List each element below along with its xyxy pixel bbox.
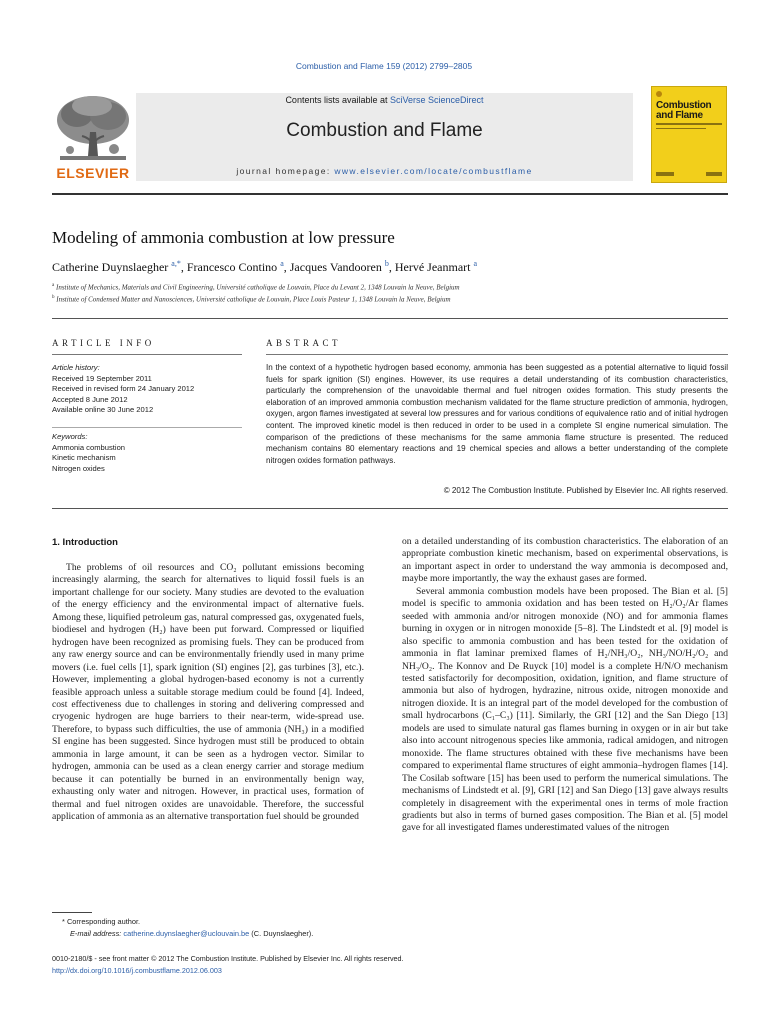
cover-rule <box>656 128 706 129</box>
history-label: Article history: <box>52 363 100 372</box>
homepage-prefix: journal homepage: <box>236 166 335 176</box>
contents-prefix: Contents lists available at <box>285 95 390 105</box>
header-rule <box>52 193 728 195</box>
author-list: Catherine Duynslaegher $^{a,*}$, Francesco Contino $^a$, Jacques Vandooren $^b$, Hervé Jeanmart $^a$ <box>52 259 478 274</box>
section-heading-introduction: 1. Introduction <box>52 537 118 548</box>
affiliation-a <box>52 283 460 291</box>
cover-emblem-icon <box>655 90 663 98</box>
history-online: Available online 30 June 2012 <box>52 405 154 414</box>
email-suffix: (C. Duynslaegher). <box>249 929 314 938</box>
doi-link[interactable]: http://dx.doi.org/10.1016/j.combustflame.2012.06.003 <box>52 966 222 975</box>
sciencedirect-link[interactable]: SciVerse ScienceDirect <box>390 95 484 105</box>
footnote-rule <box>52 912 92 913</box>
body-left-column <box>52 562 364 824</box>
abstract-copyright: © 2012 The Combustion Institute. Published by Elsevier Inc. All rights reserved. <box>443 486 728 495</box>
author-name[interactable]: Hervé Jeanmart <box>394 260 471 274</box>
affiliation-rule <box>52 318 728 319</box>
author-affiliation-mark[interactable]: a <box>473 259 478 268</box>
body-right-column <box>402 536 728 835</box>
keywords-block <box>52 432 242 474</box>
cover-title-line1: Combustion <box>656 100 712 111</box>
article-history <box>52 363 242 416</box>
abstract-heading: ABSTRACT <box>266 338 342 348</box>
author-name[interactable]: Francesco Contino <box>186 260 278 274</box>
keyword: Ammonia combustion <box>52 442 126 452</box>
article-title: Modeling of ammonia combustion at low pressure <box>52 228 395 247</box>
footnote-corresponding: Corresponding author. <box>66 917 141 926</box>
body-paragraph: Several ammonia combustion models have been proposed. The Bian et al. [5] model is specific to ammonia oxidation and has been tested on H₂/O₂/Ar flames seeded with ammonia and/or nitrogen monoxide (NO) and for ammonia flames burning in oxygen or in nitrogen monoxide [5–8]. The Lindstedt et al. [9] model is also specific to ammonia combustion and has been tested for the oxidation of ammonia in flat laminar premixed flames of H₂/NH₃/O₂, NH₃/NO/H₂/O₂ and NH₃/O₂. The Konnov and De Ruyck [10] model is a complete H/N/O mechanism tested satisfactorily for decomposition, oxidation, ignition, and flame structure of ammonia but also of hydrogen, hydrazine, nitrous oxide, nitrogen monoxide and nitrogen dioxide. It is an integral part of the model developed for the combustion of small hydrocarbons (C₁–C₃) [11]. Similarly, the GRI [12] and the San Diego [13] models are used to simulate natural gas flames burning in oxygen or in air but take also into account nitrogenous species like ammonia, radical amidogen, and nitrogen monoxide. The flame structures obtained with these five mechanisms have been compared to experimental flame structures of eight ammonia–hydrogen flames [14]. The Cosilab software [15] has been used to perform the numerical simulations. The mechanisms of Lindstedt et al. [9], GRI [12] and San Diego [13] gave always results completely in disagreement with the experimental ones in terms of mole fraction gradients but also in terms of burned gases composition. The Bian et al. [5] model gave for all investigated flames underestimated values of the nitrogen <box>402 585 728 834</box>
homepage-link[interactable]: www.elsevier.com/locate/combustflame <box>334 166 533 176</box>
author-name[interactable]: Jacques Vandooren <box>289 260 382 274</box>
author-affiliation-mark[interactable]: a,* <box>171 259 181 268</box>
abstract-rule <box>266 354 728 355</box>
keyword: Kinetic mechanism <box>52 453 116 462</box>
journal-cover-thumbnail[interactable] <box>651 86 727 183</box>
cover-title-line2: and Flame <box>656 110 703 121</box>
author-affiliation-mark[interactable]: b <box>384 259 389 268</box>
cover-logo-mark <box>656 172 674 176</box>
abstract-bottom-rule <box>52 508 728 509</box>
affiliation-text: Institute of Condensed Matter and Nanosciences, Université catholique de Louvain, Place Louis Pasteur 1, 1348 Louvain la Neuve, Belgium <box>56 295 451 304</box>
abstract-text: In the context of a hypothetic hydrogen based economy, ammonia has been suggested as a potential alternative to liquid fossil fuels for spark ignition (SI) engines. However, its use requires a detail understanding of its combustion characteristics, particularly the comprehension of the unavoidable thermal and fuel nitrogen oxides formation. This study presents the elaboration of an improved ammonia combustion mechanism validated for the flame structure prediction of ammonia, hydrogen, oxygen, argon flames investigated at several low pressures and for various conditions of equivalence ratio and of initial hydrogen content. The improved kinetic model is then reduced in order to be used in a complete SI engine numerical simulation. The comparison of the predictions of these mechanisms for the same ammonia flame structure is presented. The reduced mechanism contains 80 elementary reactions and 19 chemical species and allows a better understanding of the complete nitrogen oxides formation pathways. <box>266 363 728 465</box>
elsevier-wordmark[interactable]: ELSEVIER <box>56 165 130 181</box>
doi-line <box>52 966 222 975</box>
affiliation-mark: b <box>52 295 55 300</box>
front-matter-line: 0010-2180/$ - see front matter © 2012 The Combustion Institute. Published by Elsevier Inc. All rights reserved. <box>52 954 404 963</box>
email-note <box>70 929 313 938</box>
journal-homepage <box>136 166 633 176</box>
affiliation-mark: a <box>52 283 55 288</box>
author-name[interactable]: Catherine Duynslaegher <box>52 260 169 274</box>
footnote-star: * <box>62 917 65 926</box>
contents-line <box>136 95 633 105</box>
keywords-label: Keywords: <box>52 432 88 441</box>
journal-title: Combustion and Flame <box>286 120 483 141</box>
cover-logo-mark <box>706 172 722 176</box>
cover-rule <box>656 123 722 125</box>
article-info-heading: ARTICLE INFO <box>52 338 155 348</box>
history-received: Received 19 September 2011 <box>52 373 152 383</box>
intro-paragraph: The problems of oil resources and CO₂ pollutant emissions becoming increasingly alarming, the search for alternatives to liquid fossil fuels is an important challenge for our society. Many studies are devoted to the evaluation of the energy efficiency and the environmental impact of alternative fuels. Among these, liquified petroleum gas, natural compressed gas, oxygenated fuels, biodiesel and hydrogen (H₂) have been put forward. Compressed or liquified hydrogen have been recognized as promising fuels. They can be produced from any raw energy source and can be environmentally friendly used in many prime movers (i.e. fuel cells [1], spark ignition (SI) engines [2], gas turbines [3], etc.). However, implementing a global hydrogen-based economy is not a currently feasible approach unless a suitable storage medium could be found [4]. Indeed, cost effectiveness due to challenges in storing and delivering compressed and cryogenic hydrogen are huge barriers to their near-term, wide-spread use. Therefore, to bypass such difficulties, the use of ammonia (NH₃) in a modified SI engine has been suggested. Since hydrogen must still be produced to obtain ammonia in large amount, it can be seen as a hydrogen vector. Similar to hydrogen, ammonia can be used as a clean energy carrier and storage medium because it can potentially be burned in an environmentally benign way, exhausting only water and nitrogen. However, in practical uses, formation of thermal and fuel nitrogen oxides are unavoidable. Therefore, the successful application of ammonia as an alternative transportation fuel should be grounded <box>52 562 364 823</box>
keyword: Nitrogen oxides <box>52 463 105 473</box>
history-revised: Received in revised form 24 January 2012 <box>52 384 195 393</box>
author-email-link[interactable]: catherine.duynslaegher@uclouvain.be <box>123 929 250 938</box>
author-affiliation-mark[interactable]: a <box>280 259 284 268</box>
email-label: E-mail address: <box>70 929 124 938</box>
history-accepted: Accepted 8 June 2012 <box>52 394 128 404</box>
body-paragraph: on a detailed understanding of its combustion characteristics. The elaboration of an appropriate combustion kinetic mechanism, based on experimental observations, is an important aspect in order to understand the way ammonia is decomposed and, maybe more importantly, the way the exhaust gases are formed. <box>402 536 728 585</box>
journal-citation[interactable]: Combustion and Flame 159 (2012) 2799–2805 <box>295 61 473 71</box>
corresponding-author-note <box>62 917 140 926</box>
affiliation-b <box>52 295 451 303</box>
info-divider <box>52 427 242 428</box>
cover-title <box>656 101 726 121</box>
article-info-rule <box>52 354 242 355</box>
affiliation-text: Institute of Mechanics, Materials and Civil Engineering, Université catholique de Louvain, Place du Levant 2, 1348 Louvain la Neuve, Belgium <box>55 283 460 292</box>
